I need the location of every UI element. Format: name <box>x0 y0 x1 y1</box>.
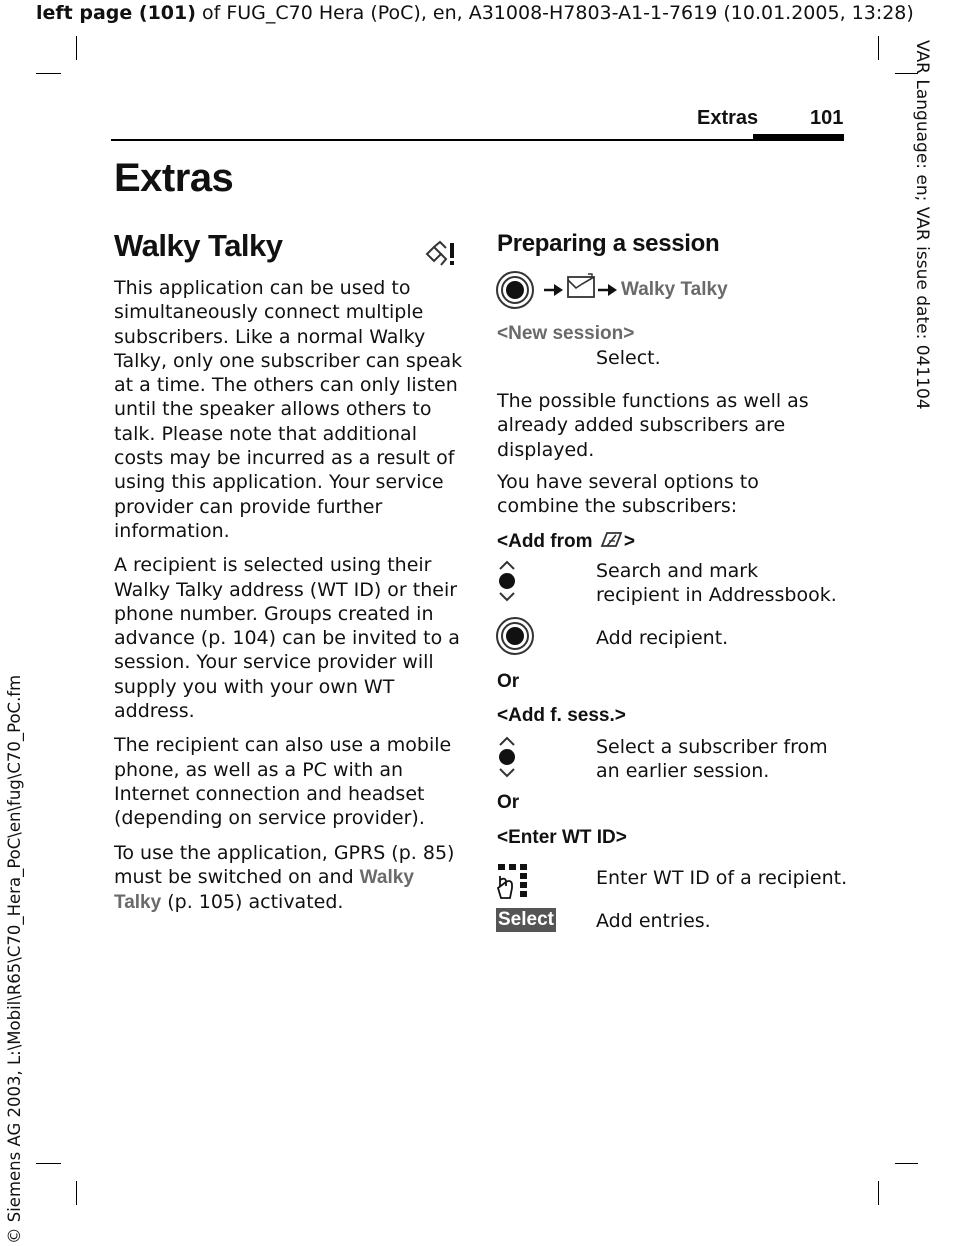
header-rule <box>111 139 844 141</box>
enter-wt-id-label: <Enter WT ID> <box>497 827 627 848</box>
options-paragraph: You have several options to combine the subscribers: <box>497 471 759 518</box>
crop-mark <box>895 1163 918 1164</box>
subsection-title: Preparing a session <box>497 230 720 257</box>
paragraph-text: (p. 105) activated. <box>161 891 344 914</box>
step-enter-wt-id: Enter WT ID of a recipient. <box>596 867 848 889</box>
centre-key-icon <box>495 270 537 314</box>
step-search-recipient: Search and mark recipient in Addressbook. <box>596 560 837 607</box>
new-session-softkey-label: <New session> <box>497 323 635 344</box>
envelope-icon <box>566 272 596 304</box>
paragraph: This application can be used to simultaneously connect multiple subscribers. Like a normal Walky Talky, only one subscriber can speak at a time. The others can only listen until the speaker allows others to talk. Please note that additional costs may be incurred as a result of using this application. Your service provider can provide further information. <box>114 277 463 542</box>
crop-mark <box>76 1181 77 1205</box>
step-select-subscriber: Select a subscriber from an earlier session. <box>596 736 828 783</box>
paragraph: A recipient is selected using their Walky Talky address (WT ID) or their phone number. Groups created in advance (p. 104) can be invited to a session. Your service provider will supply you with your own WT address. <box>114 554 460 723</box>
page-number: 101 <box>810 107 844 129</box>
paragraph: The recipient can also use a mobile phone, as well as a PC with an Internet connection and headset (depending on service provider). <box>114 734 452 830</box>
centre-key-icon <box>495 616 537 660</box>
add-from-close: > <box>623 531 635 552</box>
select-instruction: Select. <box>596 347 661 369</box>
copyright-path-note: © Siemens AG 2003, L:\Mobil\R65\C70_Hera_PoC\en\fug\C70_PoC.fm <box>5 674 24 1244</box>
or-separator: Or <box>497 671 520 692</box>
print-meta-bold: left page (101) <box>36 2 196 24</box>
network-dependent-icon <box>424 239 458 273</box>
running-header-section: Extras <box>697 107 759 129</box>
paragraph <box>114 841 464 916</box>
arrow-right-icon <box>543 282 565 302</box>
nav-up-down-icon <box>496 736 518 782</box>
var-language-note: VAR Language: en; VAR issue date: 041104 <box>912 40 932 410</box>
print-meta-line <box>36 2 914 24</box>
chapter-title: Extras <box>114 156 234 200</box>
menu-path-walky-talky: Walky Talky <box>621 279 728 300</box>
paragraph-text: To use the application, GPRS (p. 85) must be switched on and <box>114 841 455 888</box>
walky-talky-setting-reference: Walky Talky <box>114 866 414 914</box>
add-from-label <box>497 530 635 556</box>
or-separator: Or <box>497 792 520 813</box>
crop-mark <box>878 36 879 60</box>
select-softkey: Select <box>496 908 556 932</box>
arrow-right-icon <box>597 282 619 302</box>
section-title: Walky Talky <box>114 228 283 263</box>
crop-mark <box>878 1181 879 1205</box>
step-add-entries: Add entries. <box>596 910 711 932</box>
step-add-recipient: Add recipient. <box>596 627 729 649</box>
functions-paragraph: The possible functions as well as already added subscribers are displayed. <box>497 390 809 461</box>
nav-up-down-icon <box>496 560 518 606</box>
add-from-text: <Add from <box>497 531 598 552</box>
crop-mark <box>36 1163 61 1164</box>
keypad-icon <box>495 862 533 906</box>
header-rule-accent <box>753 134 844 139</box>
crop-mark <box>36 73 61 74</box>
addressbook-icon <box>598 530 624 556</box>
walky-talky-description <box>114 276 464 925</box>
print-meta-rest: of FUG_C70 Hera (PoC), en, A31008-H7803-A1-1-7619 (10.01.2005, 13:28) <box>195 2 914 24</box>
crop-mark <box>76 36 77 60</box>
add-from-session-label: <Add f. sess.> <box>497 705 626 726</box>
